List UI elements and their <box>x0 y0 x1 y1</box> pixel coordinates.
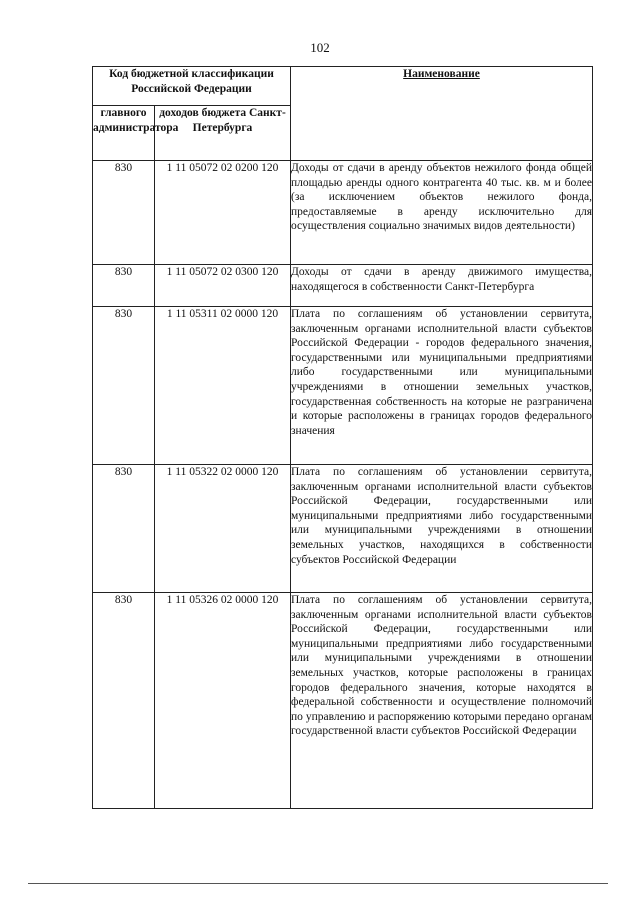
row-income-code: 1 11 05326 02 0000 120 <box>155 593 291 809</box>
table-header-row <box>93 67 593 106</box>
table-row <box>93 265 593 307</box>
table-row <box>93 593 593 809</box>
row-name: Плата по соглашениям об установлении сервитута, заключенным органами исполнительной власти субъектов Российской Федерации - городов федерального значения, государственными или муниципальными предприятиями либо государственными или муниципальными учреждениями в отношении земельных участков, государственная собственность на которые не разграничена и которые расположены в границах городов федерального значения <box>291 307 593 465</box>
row-income-code: 1 11 05072 02 0200 120 <box>155 161 291 265</box>
row-income-code: 1 11 05072 02 0300 120 <box>155 265 291 307</box>
row-admin-code: 830 <box>93 593 155 809</box>
row-admin-code: 830 <box>93 265 155 307</box>
table-row <box>93 465 593 593</box>
row-income-code: 1 11 05311 02 0000 120 <box>155 307 291 465</box>
header-income: доходов бюджета Санкт-Петербурга <box>155 106 291 161</box>
budget-classification-table <box>92 66 593 809</box>
header-name <box>291 67 593 161</box>
page-number: 102 <box>310 40 330 55</box>
row-name: Доходы от сдачи в аренду объектов нежилого фонда общей площадью аренды одного контрагента 40 тыс. кв. м и более (за исключением объектов нежилого фонда, предоставляемые в аренду исключительно для осуществления социально значимых видов деятельности) <box>291 161 593 265</box>
row-admin-code: 830 <box>93 465 155 593</box>
row-name: Плата по соглашениям об установлении сервитута, заключенным органами исполнительной власти субъектов Российской Федерации, государственными или муниципальными предприятиями либо государственными или муниципальными учреждениями в отношении земельных участков, находящихся в собственности субъектов Российской Федерации <box>291 465 593 593</box>
row-admin-code: 830 <box>93 161 155 265</box>
row-name: Доходы от сдачи в аренду движимого имущества, находящегося в собственности Санкт-Петербурга <box>291 265 593 307</box>
row-admin-code: 830 <box>93 307 155 465</box>
table-row <box>93 161 593 265</box>
header-classification-code: Код бюджетной классификации Российской Федерации <box>93 67 291 106</box>
bottom-divider <box>28 883 608 884</box>
header-admin: главного администратора <box>93 106 155 161</box>
row-name: Плата по соглашениям об установлении сервитута, заключенным органами исполнительной власти субъектов Российской Федерации, государственными или муниципальными предприятиями либо государственными или муниципальными учреждениями в отношении земельных участков, которые расположены в границах городов федерального значения, которые находятся в федеральной собственности и осуществление полномочий по управлению и распоряжению которыми передано органам государственной власти субъектов Российской Федерации <box>291 593 593 809</box>
row-income-code: 1 11 05322 02 0000 120 <box>155 465 291 593</box>
header-name-label: Наименование <box>403 68 480 80</box>
table-row <box>93 307 593 465</box>
